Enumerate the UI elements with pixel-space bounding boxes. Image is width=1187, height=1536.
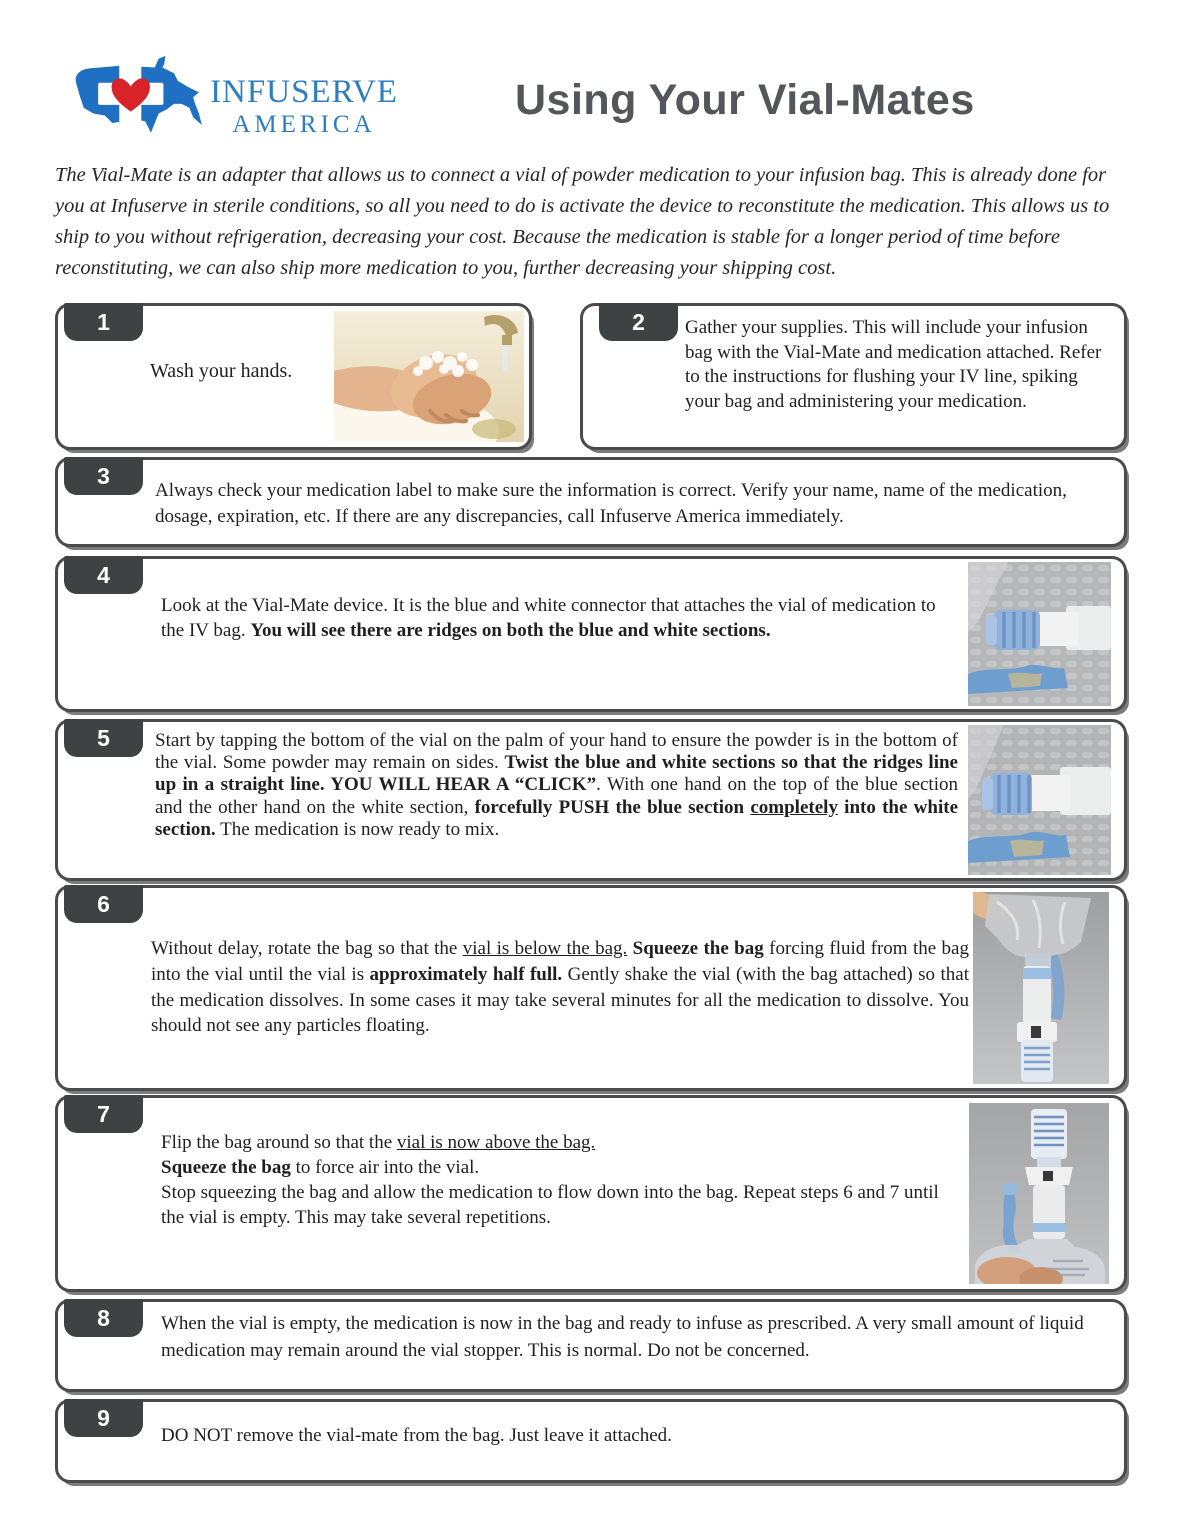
step-7-box (55, 1095, 1127, 1292)
step-4-text: Look at the Vial-Mate device. It is the blue and white connector that attaches the vial of medication to the IV bag. You will see there are ridges on both the blue and white sections. (161, 595, 936, 642)
step-2-text: Gather your supplies. This will include your infusion bag with the Vial-Mate and medication attached. Refer to the instructions for flushing your IV line, spiking your bag and administering your medication. (685, 317, 1102, 413)
step-9-number-tab: 9 (64, 1399, 143, 1437)
step-6-text: Without delay, rotate the bag so that the vial is below the bag. Squeeze the bag forcing fluid from the bag into the vial until the vial is approximately half full. Gently shake the vial (with the bag attached) so that the medication dissolves. In some cases it may take several minutes for all the medication to dissolve. You should not see any particles floating. (151, 938, 969, 1037)
vial-mate-device-activated-photo (968, 725, 1111, 875)
page-title: Using Your Vial-Mates (515, 76, 975, 124)
handwashing-photo (334, 311, 524, 442)
step-8-text: When the vial is empty, the medication is now in the bag and ready to infuse as prescribed. A very small amount of liquid medication may remain around the vial stopper. This is normal. Do not be concerned. (161, 1313, 1084, 1361)
vial-above-bag-photo (969, 1103, 1109, 1284)
logo-text (204, 76, 404, 137)
step-4-number-tab: 4 (64, 556, 143, 594)
step-3-box (55, 457, 1127, 547)
step-1-number-tab: 1 (64, 303, 143, 341)
step-7-text: Flip the bag around so that the vial is now above the bag. Squeeze the bag to force air into the vial. Stop squeezing the bag and allow the medication to flow down into the bag. Repeat steps 6 and 7 until the vial is empty. This may take several repetitions. (161, 1132, 939, 1229)
bag-above-vial-photo (973, 892, 1109, 1084)
step-6-number-tab: 6 (64, 885, 143, 923)
logo-name: INFUSERVE (210, 74, 398, 110)
step-7-number-tab: 7 (64, 1095, 143, 1133)
step-1-text: Wash your hands. (150, 360, 293, 382)
step-8-box (55, 1299, 1127, 1392)
intro-paragraph: The Vial-Mate is an adapter that allows us to connect a vial of powder medication to your infusion bag. This is already done for you at Infuserve in sterile conditions, so all you need to do is activate the device to reconstitute the medication. This allows us to ship to you without refrigeration, decreasing your cost. Because the medication is stable for a longer period of time before reconstituting, we can also ship more medication to you, further decreasing your shipping cost. (55, 164, 1110, 280)
step-1-box (55, 303, 532, 450)
infuserve-logo (70, 52, 410, 152)
step-2-box (580, 303, 1127, 450)
step-5-number-tab: 5 (64, 719, 143, 757)
step-4-box (55, 556, 1127, 712)
usa-map-icon (70, 54, 205, 150)
logo-subname: AMERICA (232, 111, 376, 138)
step-9-text: DO NOT remove the vial-mate from the bag. Just leave it attached. (161, 1425, 672, 1446)
step-8-number-tab: 8 (64, 1299, 143, 1337)
step-5-box (55, 719, 1127, 881)
step-3-number-tab: 3 (64, 457, 143, 495)
step-5-text: Start by tapping the bottom of the vial on the palm of your hand to ensure the powder is in the bottom of the vial. Some powder may remain on sides. Twist the blue and white sections so that the ridges line up in a straight line. YOU WILL HEAR A “CLICK”. With one hand on the top of the blue section and the other hand on the white section, forcefully PUSH the blue section completely into the white section. The medication is now ready to mix. (155, 730, 959, 840)
step-6-box (55, 885, 1127, 1091)
step-3-text: Always check your medication label to make sure the information is correct. Verify your name, name of the medication, dosage, expiration, etc. If there are any discrepancies, call Infuserve America immediately. (155, 480, 1067, 528)
step-9-box (55, 1399, 1127, 1483)
step-2-number-tab: 2 (599, 303, 678, 341)
vial-mate-device-photo (968, 562, 1111, 706)
